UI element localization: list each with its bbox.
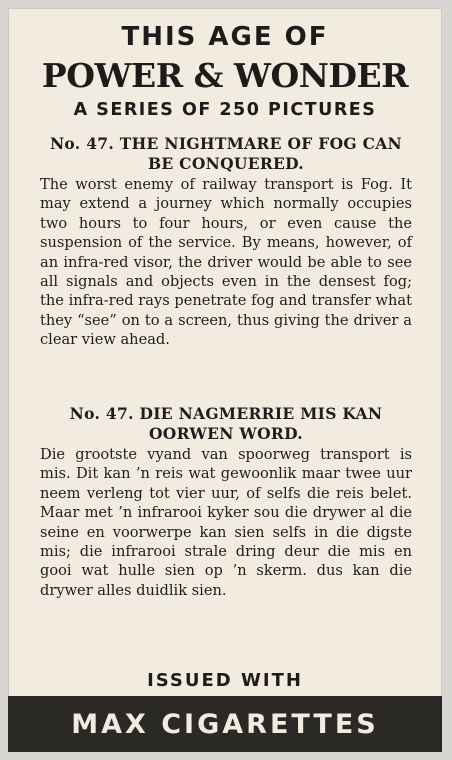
afrikaans-section [40, 404, 412, 600]
header-series: A SERIES OF 250 PICTURES [73, 100, 377, 120]
english-title: No. 47. THE NIGHTMARE OF FOG CAN BE CONQUERED. [49, 134, 403, 173]
header-title: POWER & WONDER [41, 56, 409, 95]
afrikaans-title: No. 47. DIE NAGMERRIE MIS KAN OORWEN WORD. [69, 404, 383, 443]
cigarette-card [8, 8, 442, 752]
afrikaans-body: Die grootste vyand van spoorweg transport is mis. Dit kan ’n reis wat gewoonlik maar twee uur neem verleng tot vier uur, of selfs die reis belet. Maar met ’n infrarooi kyker sou die drywer al die seine en voorwerpe kan sien selfs in die digste mis; die infrarooi strale dring deur die mis en gooi wat hulle sien op ’n skerm. dus kan die drywer alles duidlik sien. [40, 446, 412, 599]
english-body: The worst enemy of railway transport is Fog. It may extend a journey which normally occupies two hours to four hours, or even cause the suspension of the service. By means, however, of an infra-red visor, the driver would be able to see all signals and objects even in the densest fog; the infra-red rays penetrate fog and transfer what they “see” on to a screen, thus giving the driver a clear view ahead. [40, 176, 412, 349]
header-line-1: THIS AGE OF [121, 22, 329, 52]
brand-band [8, 696, 442, 752]
issued-with-label: ISSUED WITH [147, 670, 303, 691]
english-section [40, 134, 412, 350]
brand-name: MAX CIGARETTES [71, 708, 379, 740]
